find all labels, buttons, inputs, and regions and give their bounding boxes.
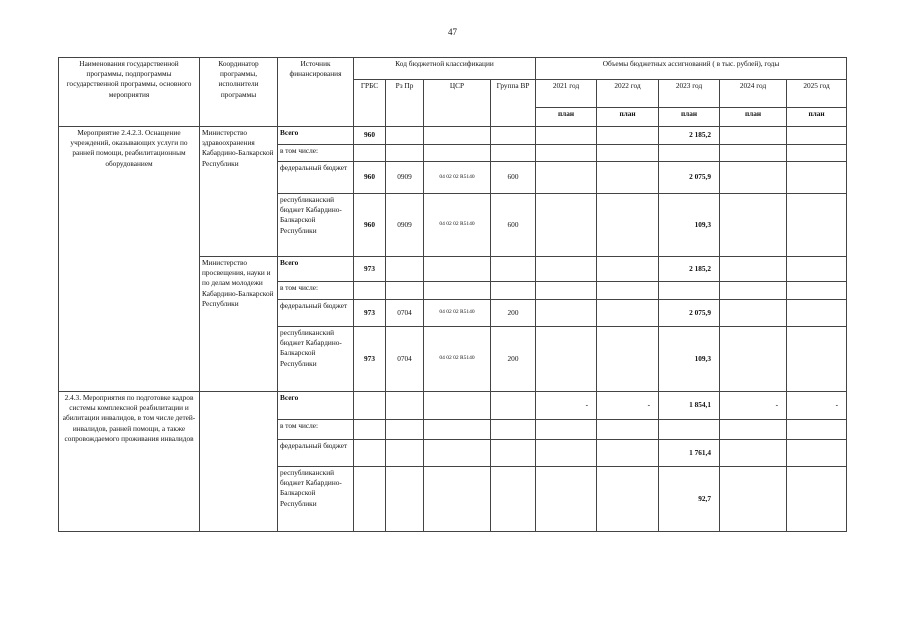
csr-cell (424, 392, 491, 420)
rzpr-cell (386, 467, 424, 532)
value-2025: - (787, 392, 847, 420)
value-2025 (787, 194, 847, 257)
csr-cell (424, 127, 491, 145)
vr-cell (491, 257, 536, 282)
header-allocations: Объемы бюджетных ассигнований ( в тыс. рублей), годы (536, 58, 847, 80)
value-2025 (787, 127, 847, 145)
value-2021 (536, 127, 597, 145)
value-2021: - (536, 392, 597, 420)
grbs-cell: 973 (354, 257, 386, 282)
value-2021 (536, 162, 597, 194)
funding-source: республиканский бюджет Кабардино-Балкарской Республики (278, 194, 354, 257)
value-2022 (597, 257, 659, 282)
value-2024 (720, 300, 787, 327)
coordinator (200, 392, 278, 532)
funding-source: федеральный бюджет (278, 300, 354, 327)
value-2024 (720, 194, 787, 257)
funding-source: республиканский бюджет Кабардино-Балкарской Республики (278, 467, 354, 532)
value-2023: 109,3 (659, 327, 720, 392)
value-2023: 2 075,9 (659, 162, 720, 194)
funding-source: Всего (278, 127, 354, 145)
value-2024 (720, 145, 787, 162)
csr-cell (424, 282, 491, 300)
value-2022 (597, 440, 659, 467)
funding-source: в том числе: (278, 145, 354, 162)
header-row-1 (59, 58, 847, 80)
vr-cell (491, 392, 536, 420)
value-2023: 2 075,9 (659, 300, 720, 327)
csr-cell (424, 440, 491, 467)
value-2022 (597, 145, 659, 162)
grbs-cell: 973 (354, 327, 386, 392)
value-2024 (720, 282, 787, 300)
value-2025 (787, 300, 847, 327)
table-row (59, 127, 847, 145)
grbs-cell (354, 392, 386, 420)
value-2023: 2 185,2 (659, 257, 720, 282)
grbs-cell (354, 282, 386, 300)
csr-cell (424, 420, 491, 440)
csr-cell: 04 02 02 R5140 (424, 327, 491, 392)
value-2022 (597, 127, 659, 145)
funding-source: федеральный бюджет (278, 162, 354, 194)
value-2021 (536, 300, 597, 327)
vr-cell: 200 (491, 327, 536, 392)
value-2021 (536, 257, 597, 282)
grbs-cell: 973 (354, 300, 386, 327)
rzpr-cell (386, 145, 424, 162)
value-2025 (787, 257, 847, 282)
grbs-cell: 960 (354, 162, 386, 194)
value-2023: 109,3 (659, 194, 720, 257)
value-2022 (597, 194, 659, 257)
value-2021 (536, 420, 597, 440)
grbs-cell (354, 440, 386, 467)
rzpr-cell (386, 257, 424, 282)
value-2024 (720, 440, 787, 467)
value-2022 (597, 300, 659, 327)
header-coordinator: Координатор программы, исполнители программы (200, 58, 278, 127)
value-2025 (787, 420, 847, 440)
csr-cell: 04 02 02 R5140 (424, 300, 491, 327)
header-vr: Группа ВР (491, 80, 536, 127)
rzpr-cell (386, 420, 424, 440)
value-2022 (597, 467, 659, 532)
value-2024 (720, 127, 787, 145)
grbs-cell (354, 420, 386, 440)
header-rzpr: Рз Пр (386, 80, 424, 127)
value-2021 (536, 194, 597, 257)
header-plan: план (659, 108, 720, 127)
header-program-name: Наименования государственной программы, подпрограммы государственной программы, основного мероприятия (59, 58, 200, 127)
header-year-2023: 2023 год (659, 80, 720, 108)
value-2025 (787, 162, 847, 194)
header-plan: план (787, 108, 847, 127)
value-2022 (597, 327, 659, 392)
grbs-cell: 960 (354, 127, 386, 145)
value-2023: 92,7 (659, 467, 720, 532)
vr-cell (491, 440, 536, 467)
grbs-cell: 960 (354, 194, 386, 257)
value-2022 (597, 162, 659, 194)
csr-cell: 04 02 02 R5140 (424, 194, 491, 257)
value-2023 (659, 145, 720, 162)
value-2021 (536, 282, 597, 300)
value-2025 (787, 282, 847, 300)
rzpr-cell: 0909 (386, 194, 424, 257)
vr-cell (491, 282, 536, 300)
vr-cell (491, 467, 536, 532)
grbs-cell (354, 467, 386, 532)
value-2021 (536, 327, 597, 392)
funding-source: Всего (278, 257, 354, 282)
page-number: 47 (448, 27, 457, 37)
vr-cell (491, 127, 536, 145)
value-2023: 1 854,1 (659, 392, 720, 420)
value-2024 (720, 327, 787, 392)
header-plan: план (597, 108, 659, 127)
header-grbs: ГРБС (354, 80, 386, 127)
header-budget-code: Код бюджетной классификации (354, 58, 536, 80)
value-2025 (787, 145, 847, 162)
vr-cell (491, 145, 536, 162)
funding-source: в том числе: (278, 282, 354, 300)
funding-source: Всего (278, 392, 354, 420)
funding-source: республиканский бюджет Кабардино-Балкарской Республики (278, 327, 354, 392)
value-2024: - (720, 392, 787, 420)
value-2024 (720, 467, 787, 532)
value-2025 (787, 440, 847, 467)
value-2022: - (597, 392, 659, 420)
activity-name: Мероприятие 2.4.2.3. Оснащение учреждений, оказывающих услуги по ранней помощи, реабилитационным оборудованием (59, 127, 200, 392)
header-year-2022: 2022 год (597, 80, 659, 108)
rzpr-cell (386, 440, 424, 467)
value-2021 (536, 467, 597, 532)
value-2024 (720, 420, 787, 440)
header-year-2024: 2024 год (720, 80, 787, 108)
csr-cell (424, 257, 491, 282)
value-2022 (597, 282, 659, 300)
table-row (59, 392, 847, 420)
header-plan: план (536, 108, 597, 127)
csr-cell: 04 02 02 R5140 (424, 162, 491, 194)
rzpr-cell (386, 392, 424, 420)
vr-cell: 600 (491, 162, 536, 194)
csr-cell (424, 145, 491, 162)
vr-cell: 200 (491, 300, 536, 327)
value-2023: 1 761,4 (659, 440, 720, 467)
grbs-cell (354, 145, 386, 162)
budget-table (58, 57, 847, 532)
vr-cell: 600 (491, 194, 536, 257)
value-2024 (720, 162, 787, 194)
value-2021 (536, 440, 597, 467)
coordinator: Министерство здравоохранения Кабардино-Балкарской Республики (200, 127, 278, 257)
value-2024 (720, 257, 787, 282)
header-plan: план (720, 108, 787, 127)
value-2022 (597, 420, 659, 440)
csr-cell (424, 467, 491, 532)
value-2021 (536, 145, 597, 162)
header-year-2025: 2025 год (787, 80, 847, 108)
funding-source: федеральный бюджет (278, 440, 354, 467)
header-csr: ЦСР (424, 80, 491, 127)
rzpr-cell: 0704 (386, 327, 424, 392)
value-2025 (787, 327, 847, 392)
rzpr-cell (386, 127, 424, 145)
value-2023 (659, 420, 720, 440)
rzpr-cell: 0909 (386, 162, 424, 194)
value-2023 (659, 282, 720, 300)
rzpr-cell (386, 282, 424, 300)
header-year-2021: 2021 год (536, 80, 597, 108)
activity-name: 2.4.3. Мероприятия по подготовке кадров системы комплексной реабилитации и абилитации инвалидов, в том числе детей-инвалидов, ранней помощи, а также сопровождаемого проживания инвалидов (59, 392, 200, 532)
vr-cell (491, 420, 536, 440)
value-2023: 2 185,2 (659, 127, 720, 145)
rzpr-cell: 0704 (386, 300, 424, 327)
header-funding-source: Источник финансирования (278, 58, 354, 127)
funding-source: в том числе: (278, 420, 354, 440)
coordinator: Министерство просвещения, науки и по делам молодежи Кабардино-Балкарской Республики (200, 257, 278, 392)
value-2025 (787, 467, 847, 532)
